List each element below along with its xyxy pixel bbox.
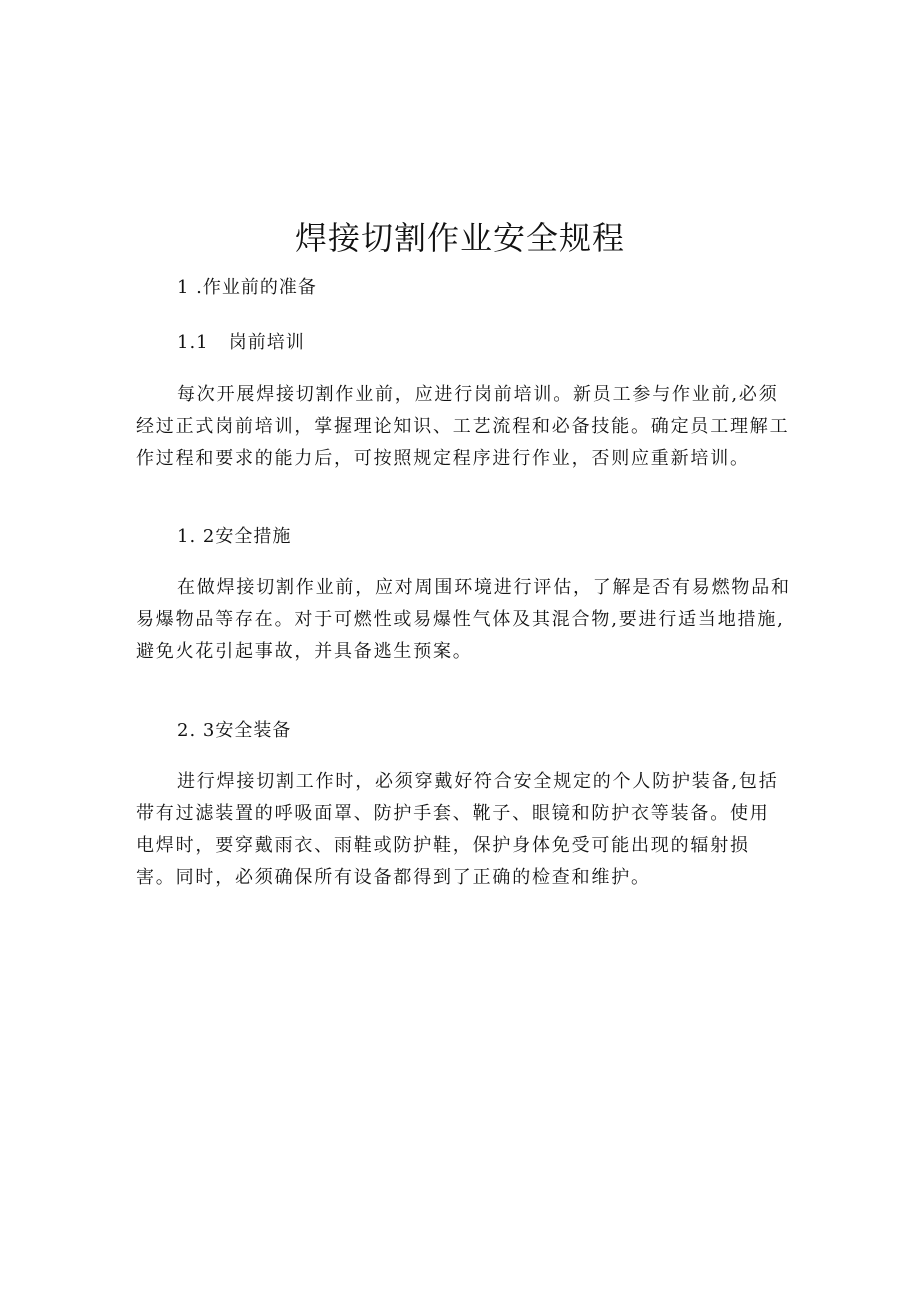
paragraph-line: 每次开展焊接切割作业前，应进行岗前培训。新员工参与作业前,必须 (177, 384, 779, 405)
section-heading-safety-measures: 1. 2安全措施 (177, 526, 292, 547)
section-heading-safety-equipment: 2. 3安全装备 (177, 720, 292, 741)
paragraph-safety-equipment (136, 766, 796, 894)
paragraph-line: 进行焊接切割工作时，必须穿戴好符合安全规定的个人防护装备,包括 (177, 771, 779, 792)
section-heading-preparation: 1 .作业前的准备 (177, 277, 317, 298)
paragraph-line: 害。同时，必须确保所有设备都得到了正确的检查和维护。 (136, 867, 651, 888)
paragraph-line: 在做焊接切割作业前，应对周围环境进行评估，了解是否有易燃物品和 (177, 577, 791, 598)
paragraph-line: 电焊时，要穿戴雨衣、雨鞋或防护鞋，保护身体免受可能出现的辐射损 (136, 835, 750, 856)
paragraph-training (136, 379, 796, 475)
paragraph-line: 带有过滤装置的呼吸面罩、防护手套、靴子、眼镜和防护衣等装备。使用 (136, 803, 770, 824)
section-heading-training: 1.1 岗前培训 (177, 332, 305, 353)
paragraph-line: 经过正式岗前培训，掌握理论知识、工艺流程和必备技能。确定员工理解工 (136, 416, 790, 437)
document-title: 焊接切割作业安全规程 (294, 219, 625, 257)
paragraph-safety-measures (136, 572, 796, 668)
paragraph-line: 避免火花引起事故，并具备逃生预案。 (136, 641, 473, 662)
paragraph-line: 易爆物品等存在。对于可燃性或易爆性气体及其混合物,要进行适当地措施, (136, 609, 785, 630)
paragraph-line: 作过程和要求的能力后，可按照规定程序进行作业，否则应重新培训。 (136, 448, 750, 469)
